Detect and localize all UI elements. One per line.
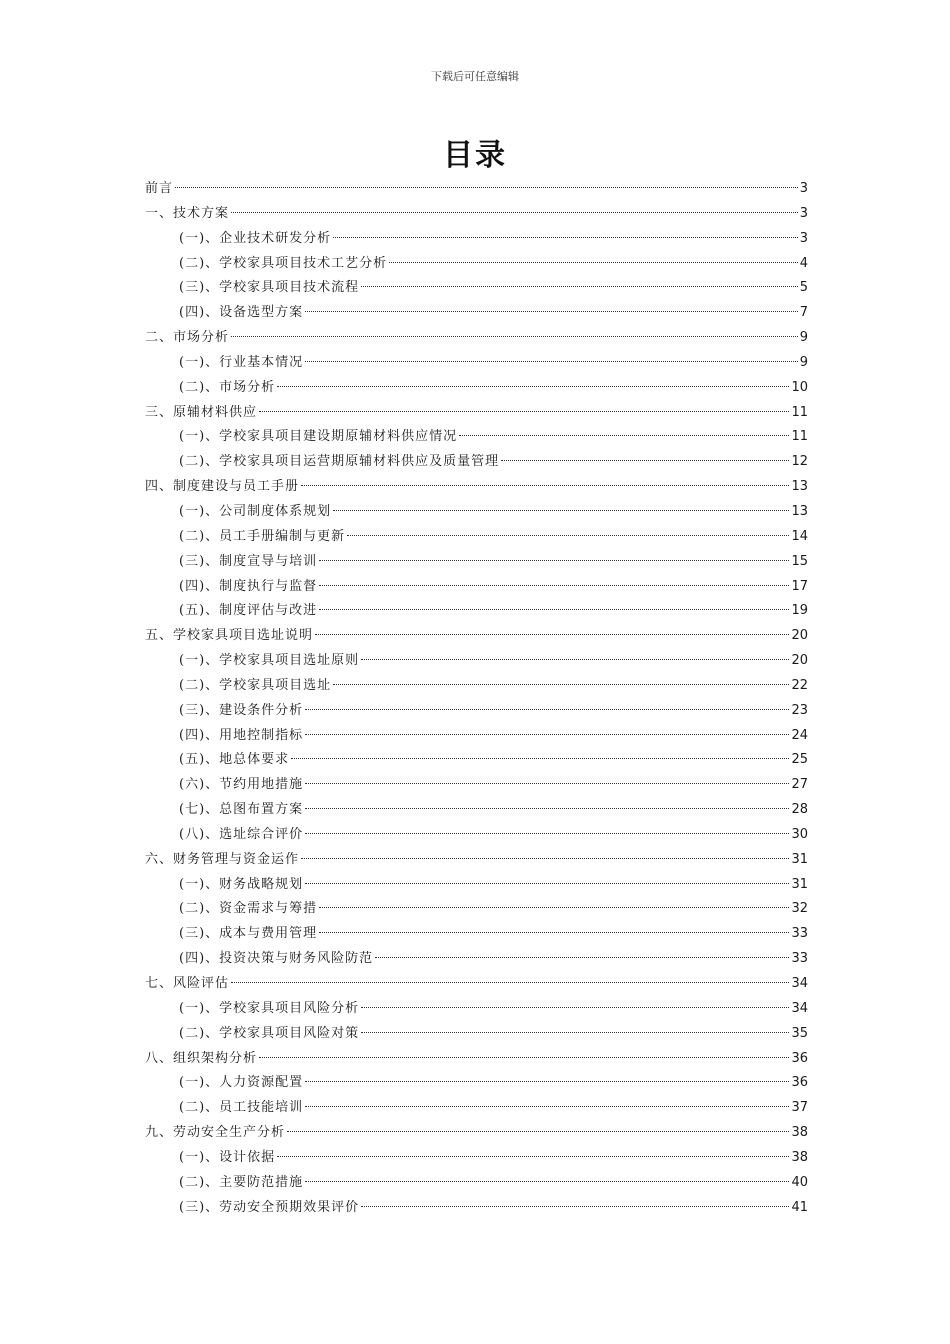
dot-leader	[319, 560, 789, 561]
dot-leader	[277, 1156, 789, 1157]
toc-entry-page-number: 38	[791, 1149, 808, 1165]
toc-entry[interactable]	[145, 674, 808, 699]
dot-leader	[361, 1007, 789, 1008]
toc-entry[interactable]	[145, 450, 808, 475]
toc-entry-page-number: 15	[791, 553, 808, 569]
toc-entry-label: (四)、设备选型方案	[179, 305, 304, 321]
toc-entry[interactable]	[145, 252, 808, 277]
toc-entry-page-number: 13	[791, 479, 808, 495]
toc-entry-page-number: 3	[799, 230, 808, 246]
toc-entry[interactable]	[145, 202, 808, 227]
toc-entry[interactable]	[145, 724, 808, 749]
toc-entry-page-number: 28	[791, 802, 808, 818]
toc-entry-label: (二)、市场分析	[179, 379, 276, 395]
toc-entry-page-number: 31	[791, 876, 808, 892]
toc-entry[interactable]	[145, 848, 808, 873]
dot-leader	[375, 957, 789, 958]
toc-entry[interactable]	[145, 997, 808, 1022]
dot-leader	[305, 311, 798, 312]
toc-entry-page-number: 17	[791, 578, 808, 594]
toc-entry-page-number: 40	[791, 1174, 808, 1190]
toc-entry-label: (二)、员工手册编制与更新	[179, 528, 346, 544]
toc-entry-label: (三)、劳动安全预期效果评价	[179, 1199, 360, 1215]
toc-entry-page-number: 35	[791, 1025, 808, 1041]
dot-leader	[175, 187, 798, 188]
toc-entry-page-number: 33	[791, 951, 808, 967]
toc-entry-label: (四)、制度执行与监督	[179, 578, 318, 594]
toc-entry[interactable]	[145, 351, 808, 376]
toc-entry-label: (七)、总图布置方案	[179, 802, 304, 818]
toc-entry-label: (二)、主要防范措施	[179, 1174, 304, 1190]
toc-entry[interactable]	[145, 897, 808, 922]
toc-entry-page-number: 37	[791, 1100, 808, 1116]
dot-leader	[459, 435, 789, 436]
toc-entry[interactable]	[145, 276, 808, 301]
toc-entry[interactable]	[145, 599, 808, 624]
toc-entry-label: (三)、建设条件分析	[179, 702, 304, 718]
page-title: 目录	[443, 138, 507, 173]
toc-entry-page-number: 31	[791, 851, 808, 867]
toc-entry[interactable]	[145, 798, 808, 823]
dot-leader	[347, 535, 789, 536]
toc-entry-label: (一)、人力资源配置	[179, 1075, 304, 1091]
dot-leader	[305, 709, 789, 710]
dot-leader	[277, 386, 789, 387]
dot-leader	[305, 808, 789, 809]
toc-entry-label: (三)、学校家具项目技术流程	[179, 280, 360, 296]
toc-entry-page-number: 11	[791, 429, 808, 445]
toc-entry-page-number: 32	[791, 901, 808, 917]
dot-leader	[305, 1181, 789, 1182]
dot-leader	[361, 1206, 789, 1207]
toc-entry-label: (一)、行业基本情况	[179, 354, 304, 370]
toc-entry-label: (二)、学校家具项目技术工艺分析	[179, 255, 388, 271]
toc-entry-label: (四)、投资决策与财务风险防范	[179, 951, 374, 967]
toc-entry-page-number: 5	[799, 280, 808, 296]
toc-entry-page-number: 3	[799, 205, 808, 221]
toc-entry[interactable]	[145, 823, 808, 848]
dot-leader	[231, 982, 789, 983]
dot-leader	[305, 1081, 789, 1082]
toc-entry-label: (二)、学校家具项目风险对策	[179, 1025, 360, 1041]
toc-entry-page-number: 34	[791, 976, 808, 991]
toc-entry-label: (一)、学校家具项目风险分析	[179, 1000, 360, 1016]
toc-entry-page-number: 23	[791, 702, 808, 718]
toc-entry[interactable]	[145, 177, 808, 202]
dot-leader	[319, 585, 789, 586]
toc-entry-page-number: 9	[799, 354, 808, 370]
toc-entry-page-number: 9	[799, 330, 808, 346]
toc-entry-label: 二、市场分析	[145, 330, 230, 346]
toc-entry[interactable]	[145, 972, 808, 997]
header-note: 下载后可任意编辑	[431, 70, 519, 83]
toc-entry-page-number: 36	[791, 1075, 808, 1091]
toc-entry-label: (一)、学校家具项目选址原则	[179, 653, 360, 669]
toc-entry-page-number: 36	[791, 1050, 808, 1066]
toc-entry[interactable]	[145, 525, 808, 550]
toc-entry[interactable]	[145, 326, 808, 351]
dot-leader	[319, 932, 789, 933]
table-of-contents	[145, 177, 808, 1220]
dot-leader	[389, 262, 798, 263]
toc-entry-label: (一)、设计依据	[179, 1149, 276, 1165]
toc-entry-page-number: 38	[791, 1125, 808, 1141]
toc-entry-label: (三)、制度宣导与培训	[179, 553, 318, 569]
toc-entry-label: (五)、地总体要求	[179, 752, 290, 768]
toc-entry-label: (四)、用地控制指标	[179, 727, 304, 743]
dot-leader	[361, 1032, 789, 1033]
toc-entry-label: (八)、选址综合评价	[179, 826, 304, 842]
toc-entry-page-number: 10	[791, 379, 808, 395]
toc-entry-label: (一)、学校家具项目建设期原辅材料供应情况	[179, 429, 458, 445]
dot-leader	[301, 485, 789, 486]
toc-entry[interactable]	[145, 1121, 808, 1146]
toc-entry-label: (一)、企业技术研发分析	[179, 230, 332, 246]
toc-entry-page-number: 33	[791, 926, 808, 942]
toc-entry-label: 四、制度建设与员工手册	[145, 479, 300, 495]
toc-entry[interactable]	[145, 1022, 808, 1047]
dot-leader	[333, 684, 789, 685]
toc-entry-label: 九、劳动安全生产分析	[145, 1125, 286, 1141]
toc-entry-label: (一)、公司制度体系规划	[179, 503, 332, 519]
dot-leader	[301, 858, 789, 859]
toc-entry-page-number: 30	[791, 826, 808, 842]
toc-entry[interactable]	[145, 301, 808, 326]
toc-entry-page-number: 34	[791, 1000, 808, 1016]
toc-entry-label: (二)、员工技能培训	[179, 1100, 304, 1116]
toc-entry[interactable]	[145, 649, 808, 674]
dot-leader	[319, 609, 789, 610]
toc-entry-label: 三、原辅材料供应	[145, 404, 258, 420]
dot-leader	[361, 286, 798, 287]
toc-entry[interactable]	[145, 1196, 808, 1221]
dot-leader	[305, 833, 789, 834]
toc-entry[interactable]	[145, 475, 808, 500]
toc-entry[interactable]	[145, 575, 808, 600]
toc-entry-label: (三)、成本与费用管理	[179, 926, 318, 942]
toc-entry[interactable]	[145, 624, 808, 649]
toc-entry-page-number: 25	[791, 752, 808, 768]
dot-leader	[305, 783, 789, 784]
toc-entry-label: (六)、节约用地措施	[179, 777, 304, 793]
dot-leader	[501, 460, 789, 461]
toc-entry[interactable]	[145, 773, 808, 798]
toc-entry-page-number: 11	[791, 404, 808, 420]
toc-entry[interactable]	[145, 1171, 808, 1196]
toc-entry[interactable]	[145, 1146, 808, 1171]
dot-leader	[305, 883, 789, 884]
toc-entry[interactable]	[145, 748, 808, 773]
dot-leader	[315, 634, 789, 635]
toc-entry-label: 五、学校家具项目选址说明	[145, 628, 314, 644]
toc-entry-page-number: 19	[791, 603, 808, 619]
toc-entry-label: 一、技术方案	[145, 205, 230, 221]
dot-leader	[305, 1106, 789, 1107]
toc-entry-page-number: 7	[799, 305, 808, 321]
toc-entry-page-number: 3	[799, 181, 808, 196]
toc-entry[interactable]	[145, 947, 808, 972]
dot-leader	[259, 1057, 789, 1058]
toc-entry-label: (二)、资金需求与筹措	[179, 901, 318, 917]
toc-entry-label: (二)、学校家具项目选址	[179, 677, 332, 693]
dot-leader	[319, 907, 789, 908]
toc-entry[interactable]	[145, 227, 808, 252]
toc-entry-page-number: 24	[791, 727, 808, 743]
toc-entry-page-number: 12	[791, 454, 808, 470]
toc-entry[interactable]	[145, 922, 808, 947]
toc-entry-label: (五)、制度评估与改进	[179, 603, 318, 619]
dot-leader	[231, 212, 798, 213]
toc-entry-page-number: 20	[791, 653, 808, 669]
dot-leader	[333, 510, 789, 511]
toc-entry-label: (一)、财务战略规划	[179, 876, 304, 892]
toc-entry-label: 七、风险评估	[145, 976, 230, 991]
toc-entry[interactable]	[145, 550, 808, 575]
toc-entry[interactable]	[145, 376, 808, 401]
dot-leader	[231, 336, 798, 337]
dot-leader	[287, 1131, 789, 1132]
toc-entry-page-number: 13	[791, 503, 808, 519]
toc-entry-label: 六、财务管理与资金运作	[145, 851, 300, 867]
toc-entry[interactable]	[145, 699, 808, 724]
toc-entry-page-number: 20	[791, 628, 808, 644]
dot-leader	[291, 758, 789, 759]
toc-entry-page-number: 4	[799, 255, 808, 271]
toc-entry-label: 八、组织架构分析	[145, 1050, 258, 1066]
toc-entry[interactable]	[145, 1071, 808, 1096]
toc-entry[interactable]	[145, 401, 808, 426]
toc-entry-page-number: 22	[791, 677, 808, 693]
toc-entry-page-number: 14	[791, 528, 808, 544]
toc-entry[interactable]	[145, 425, 808, 450]
toc-entry[interactable]	[145, 1047, 808, 1072]
dot-leader	[305, 361, 798, 362]
toc-entry-label: (二)、学校家具项目运营期原辅材料供应及质量管理	[179, 454, 500, 470]
toc-entry-page-number: 41	[791, 1199, 808, 1215]
toc-entry-label: 前言	[145, 181, 174, 196]
dot-leader	[361, 659, 789, 660]
toc-entry[interactable]	[145, 873, 808, 898]
toc-entry[interactable]	[145, 1096, 808, 1121]
toc-entry[interactable]	[145, 500, 808, 525]
dot-leader	[333, 237, 798, 238]
dot-leader	[305, 734, 789, 735]
toc-entry-page-number: 27	[791, 777, 808, 793]
dot-leader	[259, 411, 789, 412]
